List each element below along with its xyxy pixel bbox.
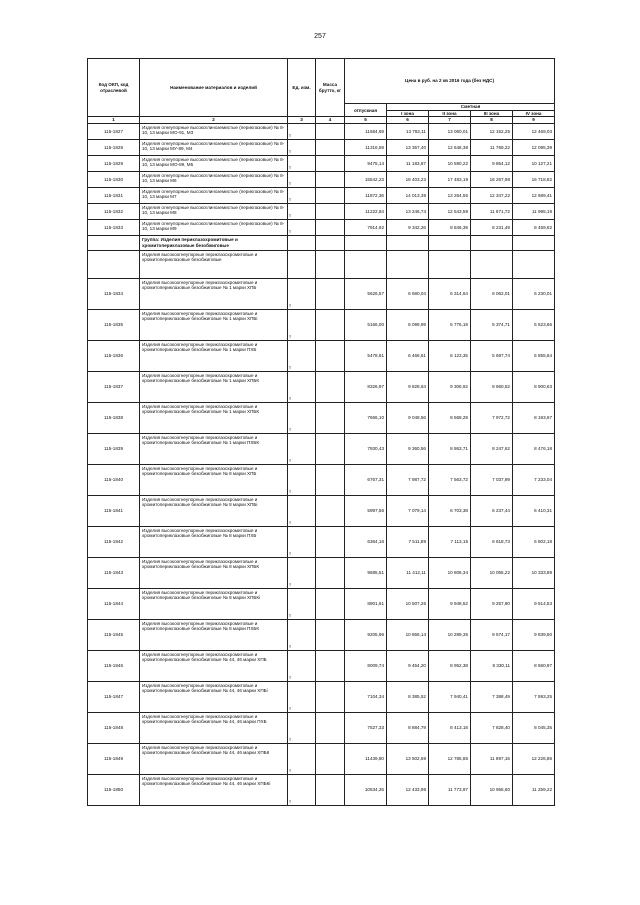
zone-1-price-cell: 9 360,56 bbox=[387, 433, 429, 464]
zone-4-price-cell: 6 230,01 bbox=[513, 278, 555, 309]
code-cell: 115-1832 bbox=[88, 203, 140, 219]
release-price-cell: 5997,56 bbox=[345, 495, 387, 526]
unit-cell: т bbox=[288, 155, 316, 171]
zone-1-price-cell: 18 403,23 bbox=[387, 171, 429, 187]
zone-4-price-cell: 11 259,22 bbox=[513, 774, 555, 805]
zone-1-price-cell: 6 466,61 bbox=[387, 340, 429, 371]
name-cell: Изделия огнеупорные высокоглиноземистые (периклазовые) № 8-10, 13 марки МУ-89, М4 bbox=[140, 139, 288, 155]
unit-cell: т bbox=[288, 557, 316, 588]
unit-cell bbox=[288, 250, 316, 278]
zone-2-price-cell: 8 846,39 bbox=[429, 219, 471, 235]
unit-cell: т bbox=[288, 402, 316, 433]
mass-cell bbox=[316, 123, 345, 139]
unit-cell: т bbox=[288, 588, 316, 619]
subgroup-row bbox=[88, 250, 555, 278]
zone-2-price-cell: 10 806,34 bbox=[429, 557, 471, 588]
release-price-cell: 11222,84 bbox=[345, 203, 387, 219]
name-cell: Изделия огнеупорные высокоглиноземистые (периклазовые) № 8-10, 13 марки МО-89, М5 bbox=[140, 155, 288, 171]
header-release: отпускная bbox=[345, 104, 387, 117]
code-cell: 115-1830 bbox=[88, 171, 140, 187]
mass-cell bbox=[316, 433, 345, 464]
name-cell: Изделия высокоогнеупорные периклазохромитовые и хромитопериклазовые безобжиговые № 44, 46 марки ХПБі bbox=[140, 681, 288, 712]
zone-4-price-cell: 16 718,82 bbox=[513, 171, 555, 187]
zone-1-price-cell: 8 385,52 bbox=[387, 681, 429, 712]
zone-1-price-cell: 9 454,20 bbox=[387, 650, 429, 681]
release-price-cell: 9685,51 bbox=[345, 557, 387, 588]
code-cell: 115-1842 bbox=[88, 526, 140, 557]
zone-4-price-cell: 5 855,64 bbox=[513, 340, 555, 371]
unit-cell: т bbox=[288, 340, 316, 371]
mass-cell bbox=[316, 278, 345, 309]
code-cell: 115-1827 bbox=[88, 123, 140, 139]
zone-1-price-cell: 13 357,40 bbox=[387, 139, 429, 155]
column-number: 5 bbox=[345, 117, 387, 123]
zone-4-price-cell: 12 095,39 bbox=[513, 139, 555, 155]
zone-1-price-cell: 14 013,39 bbox=[387, 187, 429, 203]
release-price-cell bbox=[345, 235, 387, 250]
zone-3-price-cell: 12 152,25 bbox=[471, 123, 513, 139]
zone-3-price-cell: 16 267,98 bbox=[471, 171, 513, 187]
name-cell: Изделия высокоогнеупорные периклазохромитовые и хромитопериклазовые безобжиговые № 1 марки ХПБК bbox=[140, 371, 288, 402]
table-row bbox=[88, 526, 555, 557]
zone-4-price-cell: 7 233,04 bbox=[513, 464, 555, 495]
unit-cell: т bbox=[288, 774, 316, 805]
code-cell: 115-1839 bbox=[88, 433, 140, 464]
table-row bbox=[88, 650, 555, 681]
table-row bbox=[88, 219, 555, 235]
code-cell: 115-1835 bbox=[88, 309, 140, 340]
code-cell: 115-1841 bbox=[88, 495, 140, 526]
zone-1-price-cell: 6 099,99 bbox=[387, 309, 429, 340]
zone-4-price-cell: 5 523,66 bbox=[513, 309, 555, 340]
zone-2-price-cell: 13 264,55 bbox=[429, 187, 471, 203]
zone-1-price-cell: 13 246,74 bbox=[387, 203, 429, 219]
code-cell: 115-1838 bbox=[88, 402, 140, 433]
unit-cell: т bbox=[288, 464, 316, 495]
table-row bbox=[88, 464, 555, 495]
group-title: Группа: Изделия периклазохромитовые и хромитопериклазовые безобжиговые bbox=[140, 235, 288, 250]
zone-4-price-cell: 8 900,63 bbox=[513, 371, 555, 402]
column-number: 7 bbox=[429, 117, 471, 123]
release-price-cell: 9205,96 bbox=[345, 619, 387, 650]
zone-2-price-cell: 6 123,35 bbox=[429, 340, 471, 371]
zone-2-price-cell: 9 948,52 bbox=[429, 588, 471, 619]
zone-4-price-cell: 7 593,25 bbox=[513, 681, 555, 712]
unit-cell: т bbox=[288, 219, 316, 235]
release-price-cell: 7104,34 bbox=[345, 681, 387, 712]
code-cell: 115-1850 bbox=[88, 774, 140, 805]
name-cell: Изделия высокоогнеупорные периклазохромитовые и хромитопериклазовые безобжиговые № 44, 46 марки ХПБКі bbox=[140, 774, 288, 805]
zone-3-cell bbox=[471, 250, 513, 278]
table-row bbox=[88, 187, 555, 203]
header-zone-3: III зона bbox=[471, 111, 513, 117]
code-cell: 115-1829 bbox=[88, 155, 140, 171]
zone-1-price-cell: 7 079,14 bbox=[387, 495, 429, 526]
mass-cell bbox=[316, 774, 345, 805]
table-row bbox=[88, 309, 555, 340]
zone-3-price-cell: 11 769,22 bbox=[471, 139, 513, 155]
mass-cell bbox=[316, 526, 345, 557]
zone-1-price-cell: 8 884,79 bbox=[387, 712, 429, 743]
zone-1-price-cell: 6 680,04 bbox=[387, 278, 429, 309]
zone-4-price-cell: 10 127,21 bbox=[513, 155, 555, 171]
code-cell: 115-1836 bbox=[88, 340, 140, 371]
table-row bbox=[88, 371, 555, 402]
code-cell: 115-1845 bbox=[88, 619, 140, 650]
mass-cell bbox=[316, 588, 345, 619]
table-row bbox=[88, 557, 555, 588]
zone-2-price-cell: 10 590,22 bbox=[429, 155, 471, 171]
zone-3-cell bbox=[471, 235, 513, 250]
mass-cell bbox=[316, 743, 345, 774]
zone-3-price-cell: 9 257,90 bbox=[471, 588, 513, 619]
release-price-cell: 6767,31 bbox=[345, 464, 387, 495]
name-cell: Изделия высокоогнеупорные периклазохромитовые и хромитопериклазовые безобжиговые № 1 марки ХПБК bbox=[140, 402, 288, 433]
zone-3-price-cell: 6 062,01 bbox=[471, 278, 513, 309]
zone-1-price-cell: 10 866,14 bbox=[387, 619, 429, 650]
release-price-cell: 11439,80 bbox=[345, 743, 387, 774]
code-cell: 115-1828 bbox=[88, 139, 140, 155]
code-cell: 115-1831 bbox=[88, 187, 140, 203]
zone-1-price-cell: 7 987,72 bbox=[387, 464, 429, 495]
name-cell: Изделия высокоогнеупорные периклазохромитовые и хромитопериклазовые безобжиговые № 1 марки ПХБ bbox=[140, 340, 288, 371]
unit-cell: т bbox=[288, 495, 316, 526]
zone-3-price-cell: 10 955,60 bbox=[471, 774, 513, 805]
name-cell: Изделия огнеупорные высокоглиноземистые (периклазовые) № 8-10, 13 марки М7 bbox=[140, 187, 288, 203]
unit-cell: т bbox=[288, 743, 316, 774]
unit-cell: т bbox=[288, 650, 316, 681]
zone-3-price-cell: 9 854,12 bbox=[471, 155, 513, 171]
zone-3-price-cell: 8 660,52 bbox=[471, 371, 513, 402]
code-cell: 115-1840 bbox=[88, 464, 140, 495]
zone-2-price-cell: 11 773,97 bbox=[429, 774, 471, 805]
mass-cell bbox=[316, 219, 345, 235]
zone-3-price-cell: 11 897,15 bbox=[471, 743, 513, 774]
release-price-cell: 5166,00 bbox=[345, 309, 387, 340]
zone-3-price-cell: 8 330,11 bbox=[471, 650, 513, 681]
header-zone-2: II зона bbox=[429, 111, 471, 117]
name-cell: Изделия высокоогнеупорные периклазохромитовые и хромитопериклазовые безобжиговые № 44, 46 марки ХПБК bbox=[140, 743, 288, 774]
header-name: Наименование материалов и изделий bbox=[140, 59, 288, 117]
table-row bbox=[88, 203, 555, 219]
column-number: 6 bbox=[387, 117, 429, 123]
name-cell: Изделия огнеупорные высокоглиноземистые (периклазовые) № 8-10, 13 марки М9 bbox=[140, 219, 288, 235]
unit-cell: т bbox=[288, 309, 316, 340]
mass-cell bbox=[316, 187, 345, 203]
header-unit: Ед. изм. bbox=[288, 59, 316, 117]
zone-3-price-cell: 10 055,22 bbox=[471, 557, 513, 588]
unit-cell: т bbox=[288, 526, 316, 557]
zone-2-price-cell: 7 563,72 bbox=[429, 464, 471, 495]
release-price-cell: 5626,57 bbox=[345, 278, 387, 309]
table-row bbox=[88, 123, 555, 139]
unit-cell: т bbox=[288, 187, 316, 203]
zone-2-price-cell: 9 306,92 bbox=[429, 371, 471, 402]
zone-2-price-cell: 17 483,19 bbox=[429, 171, 471, 187]
zone-3-price-cell: 6 237,44 bbox=[471, 495, 513, 526]
zone-2-price-cell: 12 648,38 bbox=[429, 139, 471, 155]
zone-4-price-cell: 9 839,50 bbox=[513, 619, 555, 650]
zone-4-price-cell: 12 689,41 bbox=[513, 187, 555, 203]
header-zone-1: I зона bbox=[387, 111, 429, 117]
table-body-group-2 bbox=[88, 278, 555, 805]
code-cell: 115-1833 bbox=[88, 219, 140, 235]
table-row bbox=[88, 139, 555, 155]
mass-cell bbox=[316, 250, 345, 278]
name-cell: Изделия высокоогнеупорные периклазохромитовые и хромитопериклазовые безобжиговые № 44, 46 марки ХПБ bbox=[140, 650, 288, 681]
zone-2-price-cell: 8 413,18 bbox=[429, 712, 471, 743]
table-row bbox=[88, 495, 555, 526]
zone-4-price-cell: 12 226,86 bbox=[513, 743, 555, 774]
table-row bbox=[88, 433, 555, 464]
release-price-cell: 15542,23 bbox=[345, 171, 387, 187]
zone-2-price-cell: 12 785,86 bbox=[429, 743, 471, 774]
unit-cell: т bbox=[288, 371, 316, 402]
release-price-cell: 7914,92 bbox=[345, 219, 387, 235]
name-cell: Изделия высокоогнеупорные периклазохромитовые и хромитопериклазовые безобжиговые № 44, 46 марки ПХБ bbox=[140, 712, 288, 743]
name-cell: Изделия высокоогнеупорные периклазохромитовые и хромитопериклазовые безобжиговые № 8 марки ХПБі bbox=[140, 495, 288, 526]
code-cell: 115-1849 bbox=[88, 743, 140, 774]
release-price-cell: 5478,61 bbox=[345, 340, 387, 371]
table-row bbox=[88, 619, 555, 650]
unit-cell: т bbox=[288, 139, 316, 155]
table-row bbox=[88, 743, 555, 774]
mass-cell bbox=[316, 681, 345, 712]
release-price-cell: 11684,69 bbox=[345, 123, 387, 139]
zone-3-price-cell: 11 671,72 bbox=[471, 203, 513, 219]
header-zone-4: IV зона bbox=[513, 111, 555, 117]
zone-4-price-cell: 12 469,03 bbox=[513, 123, 555, 139]
header-price: Цена в руб. на 2 кв 2016 года (без НДС) bbox=[345, 59, 555, 104]
zone-3-price-cell: 8 247,62 bbox=[471, 433, 513, 464]
mass-cell bbox=[316, 495, 345, 526]
zone-4-price-cell: 9 514,53 bbox=[513, 588, 555, 619]
zone-3-price-cell: 7 037,99 bbox=[471, 464, 513, 495]
zone-3-price-cell: 7 972,72 bbox=[471, 402, 513, 433]
unit-cell: т bbox=[288, 203, 316, 219]
table-row bbox=[88, 340, 555, 371]
code-cell: 115-1848 bbox=[88, 712, 140, 743]
mass-cell bbox=[316, 139, 345, 155]
mass-cell bbox=[316, 235, 345, 250]
zone-3-price-cell: 12 347,22 bbox=[471, 187, 513, 203]
zone-2-cell bbox=[429, 235, 471, 250]
mass-cell bbox=[316, 619, 345, 650]
zone-4-price-cell: 8 193,67 bbox=[513, 402, 555, 433]
table-row bbox=[88, 402, 555, 433]
release-price-cell: 11872,36 bbox=[345, 187, 387, 203]
mass-cell bbox=[316, 712, 345, 743]
zone-4-price-cell: 11 995,19 bbox=[513, 203, 555, 219]
zone-2-price-cell: 7 940,41 bbox=[429, 681, 471, 712]
zone-1-cell bbox=[387, 250, 429, 278]
mass-cell bbox=[316, 155, 345, 171]
zone-2-price-cell: 5 776,19 bbox=[429, 309, 471, 340]
release-price-cell bbox=[345, 250, 387, 278]
zone-1-price-cell: 11 183,87 bbox=[387, 155, 429, 171]
column-number: 9 bbox=[513, 117, 555, 123]
zone-4-price-cell: 8 560,97 bbox=[513, 650, 555, 681]
name-cell: Изделия высокоогнеупорные периклазохромитовые и хромитопериклазовые безобжиговые № 8 марки ХПБ bbox=[140, 464, 288, 495]
zone-4-price-cell: 8 476,18 bbox=[513, 433, 555, 464]
column-number: 2 bbox=[140, 117, 288, 123]
name-cell: Изделия высокоогнеупорные периклазохромитовые и хромитопериклазовые безобжиговые № 8 марки ПХБК bbox=[140, 619, 288, 650]
zone-3-price-cell: 8 231,49 bbox=[471, 219, 513, 235]
code-cell: 115-1843 bbox=[88, 557, 140, 588]
release-price-cell: 8326,97 bbox=[345, 371, 387, 402]
zone-1-price-cell: 11 412,11 bbox=[387, 557, 429, 588]
code-cell: 115-1846 bbox=[88, 650, 140, 681]
name-cell: Изделия высокоогнеупорные периклазохромитовые и хромитопериклазовые безобжиговые № 1 марки ХПБі bbox=[140, 309, 288, 340]
zone-3-price-cell: 9 574,17 bbox=[471, 619, 513, 650]
table-row bbox=[88, 681, 555, 712]
zone-1-price-cell: 10 507,26 bbox=[387, 588, 429, 619]
release-price-cell: 6364,16 bbox=[345, 526, 387, 557]
zone-2-price-cell: 8 568,29 bbox=[429, 402, 471, 433]
name-cell: Изделия огнеупорные высокоглиноземистые (периклазовые) № 8-10, 13 марки М8 bbox=[140, 203, 288, 219]
zone-4-price-cell: 10 333,89 bbox=[513, 557, 555, 588]
mass-cell bbox=[316, 340, 345, 371]
table-row bbox=[88, 588, 555, 619]
mass-cell bbox=[316, 371, 345, 402]
zone-3-price-cell: 7 388,49 bbox=[471, 681, 513, 712]
zone-4-price-cell: 6 802,18 bbox=[513, 526, 555, 557]
zone-4-cell bbox=[513, 250, 555, 278]
unit-cell: т bbox=[288, 123, 316, 139]
mass-cell bbox=[316, 309, 345, 340]
zone-4-cell bbox=[513, 235, 555, 250]
name-cell: Изделия высокоогнеупорные периклазохромитовые и хромитопериклазовые безобжиговые № 1 марки ПХБК bbox=[140, 433, 288, 464]
name-cell: Изделия огнеупорные высокоглиноземистые (периклазовые) № 8-10, 13 марки М6 bbox=[140, 171, 288, 187]
zone-2-price-cell: 6 703,38 bbox=[429, 495, 471, 526]
release-price-cell: 9475,14 bbox=[345, 155, 387, 171]
release-price-cell: 7527,33 bbox=[345, 712, 387, 743]
header-code: Код ОКП, код отраслевой bbox=[88, 59, 140, 117]
unit-cell: т bbox=[288, 278, 316, 309]
table-row bbox=[88, 712, 555, 743]
zone-1-price-cell: 9 828,64 bbox=[387, 371, 429, 402]
zone-3-price-cell: 7 828,40 bbox=[471, 712, 513, 743]
name-cell: Изделия высокоогнеупорные периклазохромитовые и хромитопериклазовые безобжиговые № 8 марки ХПБКі bbox=[140, 588, 288, 619]
table-body-group-heading bbox=[88, 235, 555, 278]
code-cell bbox=[88, 235, 140, 250]
zone-3-price-cell: 6 618,73 bbox=[471, 526, 513, 557]
mass-cell bbox=[316, 203, 345, 219]
unit-cell: т bbox=[288, 712, 316, 743]
column-number: 4 bbox=[316, 117, 345, 123]
name-cell: Изделия высокоогнеупорные периклазохромитовые и хромитопериклазовые безобжиговые № 8 марки ПХБ bbox=[140, 526, 288, 557]
code-cell: 115-1847 bbox=[88, 681, 140, 712]
zone-1-price-cell: 13 502,59 bbox=[387, 743, 429, 774]
mass-cell bbox=[316, 650, 345, 681]
table-row bbox=[88, 774, 555, 805]
code-cell: 115-1837 bbox=[88, 371, 140, 402]
release-price-cell: 8009,74 bbox=[345, 650, 387, 681]
zone-2-cell bbox=[429, 250, 471, 278]
mass-cell bbox=[316, 171, 345, 187]
release-price-cell: 7666,10 bbox=[345, 402, 387, 433]
zone-2-price-cell: 8 863,71 bbox=[429, 433, 471, 464]
mass-cell bbox=[316, 557, 345, 588]
unit-cell: т bbox=[288, 171, 316, 187]
price-table bbox=[87, 58, 555, 806]
unit-cell: т bbox=[288, 433, 316, 464]
release-price-cell: 8901,61 bbox=[345, 588, 387, 619]
zone-2-price-cell: 13 060,01 bbox=[429, 123, 471, 139]
zone-4-price-cell: 6 410,31 bbox=[513, 495, 555, 526]
zone-1-cell bbox=[387, 235, 429, 250]
unit-cell: т bbox=[288, 681, 316, 712]
zone-2-price-cell: 7 113,15 bbox=[429, 526, 471, 557]
zone-2-price-cell: 8 952,38 bbox=[429, 650, 471, 681]
release-price-cell: 11316,59 bbox=[345, 139, 387, 155]
column-number: 1 bbox=[88, 117, 140, 123]
zone-1-price-cell: 9 342,26 bbox=[387, 219, 429, 235]
header-mass: Масса брутто, кг bbox=[316, 59, 345, 117]
unit-cell: т bbox=[288, 619, 316, 650]
page-number: 257 bbox=[314, 33, 326, 40]
unit-cell bbox=[288, 235, 316, 250]
name-cell: Изделия огнеупорные высокоглиноземистые (периклазовые) № 8-10, 13 марки МО-91, М3 bbox=[140, 123, 288, 139]
name-cell: Изделия высокоогнеупорные периклазохромитовые и хромитопериклазовые безобжиговые № 1 марки ХПБ bbox=[140, 278, 288, 309]
zone-1-price-cell: 13 782,11 bbox=[387, 123, 429, 139]
mass-cell bbox=[316, 402, 345, 433]
zone-2-price-cell: 10 289,35 bbox=[429, 619, 471, 650]
release-price-cell: 10534,26 bbox=[345, 774, 387, 805]
zone-4-price-cell: 8 459,62 bbox=[513, 219, 555, 235]
zone-1-price-cell: 9 048,56 bbox=[387, 402, 429, 433]
name-cell: Изделия высокоогнеупорные периклазохромитовые и хромитопериклазовые безобжиговые № 8 марки ХПБК bbox=[140, 557, 288, 588]
zone-3-price-cell: 5 697,74 bbox=[471, 340, 513, 371]
code-cell: 115-1834 bbox=[88, 278, 140, 309]
mass-cell bbox=[316, 464, 345, 495]
zone-2-price-cell: 6 314,64 bbox=[429, 278, 471, 309]
code-cell: 115-1844 bbox=[88, 588, 140, 619]
zone-2-price-cell: 12 543,59 bbox=[429, 203, 471, 219]
zone-1-price-cell: 12 433,98 bbox=[387, 774, 429, 805]
table-body-group-1 bbox=[88, 123, 555, 235]
zone-1-price-cell: 7 511,89 bbox=[387, 526, 429, 557]
column-number: 8 bbox=[471, 117, 513, 123]
table-row bbox=[88, 171, 555, 187]
header-estimate: Сметная bbox=[387, 104, 555, 111]
zone-3-price-cell: 5 374,71 bbox=[471, 309, 513, 340]
release-price-cell: 7930,43 bbox=[345, 433, 387, 464]
table-row bbox=[88, 278, 555, 309]
column-number: 3 bbox=[288, 117, 316, 123]
table-row bbox=[88, 155, 555, 171]
group-row bbox=[88, 235, 555, 250]
subgroup-title: Изделия высокоогнеупорные периклазохромитовые и хромитопериклазовые безобжиговые bbox=[140, 250, 288, 278]
zone-4-price-cell: 8 045,35 bbox=[513, 712, 555, 743]
code-cell bbox=[88, 250, 140, 278]
